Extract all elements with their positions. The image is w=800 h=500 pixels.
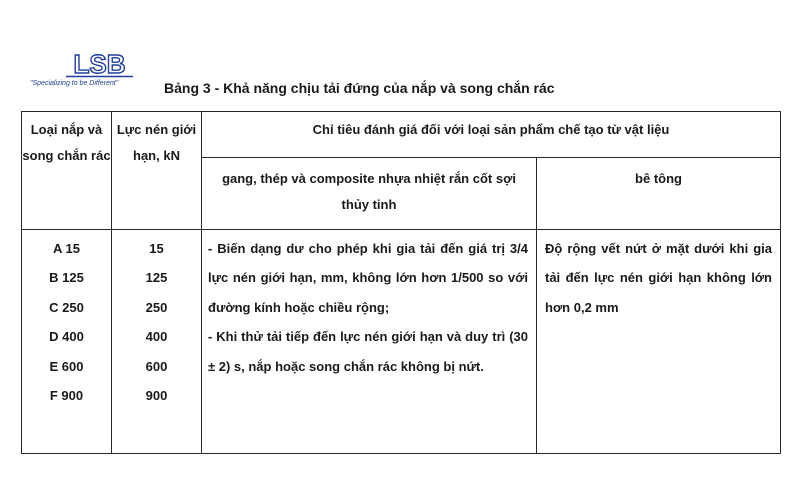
header-material-1 <box>202 158 537 230</box>
header-material-2-label: bê tông <box>635 171 682 186</box>
header-criteria-label: Chỉ tiêu đánh giá đối với loại sản phẩm chế tạo từ vật liệu <box>312 122 670 137</box>
header-type-label: Loại nắp và song chắn rác <box>22 122 111 163</box>
header-force-label: Lực nén giới hạn, kN <box>116 122 197 163</box>
logo-letters: LSB <box>73 50 126 78</box>
header-criteria <box>202 112 781 158</box>
force-item: 15 <box>149 241 164 256</box>
header-material-2 <box>537 158 781 230</box>
load-capacity-table <box>21 111 781 454</box>
header-type <box>22 112 112 230</box>
logo-tagline: "Specializing to be Different" <box>30 80 119 87</box>
force-item: 250 <box>145 299 168 315</box>
force-item: 600 <box>145 358 168 374</box>
force-item: 400 <box>145 329 168 345</box>
force-column <box>112 230 202 454</box>
type-column <box>22 230 112 454</box>
criteria-material-2 <box>537 230 781 454</box>
type-item: D 400 <box>49 329 84 345</box>
header-material-1-label: gang, thép và composite nhựa nhiệt rắn cốt sợi thủy tinh <box>222 171 516 212</box>
type-item: F 900 <box>49 388 84 404</box>
header-force <box>112 112 202 230</box>
type-item: A 15 <box>53 241 80 256</box>
type-item: E 600 <box>49 358 84 374</box>
type-item: B 125 <box>49 270 84 286</box>
criteria-paragraph: - Biến dạng dư cho phép khi gia tải đến giá trị 3/4 lực nén giới hạn, mm, không lớn hơn 1/500 so với đường kính hoặc chiều rộng; <box>208 241 528 315</box>
type-item: C 250 <box>49 299 84 315</box>
table-title: Bảng 3 - Khả năng chịu tải đứng của nắp và song chắn rác <box>164 80 555 96</box>
criteria-concrete-text: Độ rộng vết nứt ở mặt dưới khi gia tải đến lực nén giới hạn không lớn hơn 0,2 mm <box>545 241 772 315</box>
criteria-material-1 <box>202 230 537 454</box>
company-logo <box>30 50 160 95</box>
force-item: 125 <box>145 270 168 286</box>
lsb-logo-mark <box>62 50 137 78</box>
criteria-paragraph: - Khi thử tải tiếp đến lực nén giới hạn và duy trì (30 ± 2) s, nắp hoặc song chắn rác không bị nứt. <box>208 329 528 374</box>
force-item: 900 <box>145 388 168 404</box>
